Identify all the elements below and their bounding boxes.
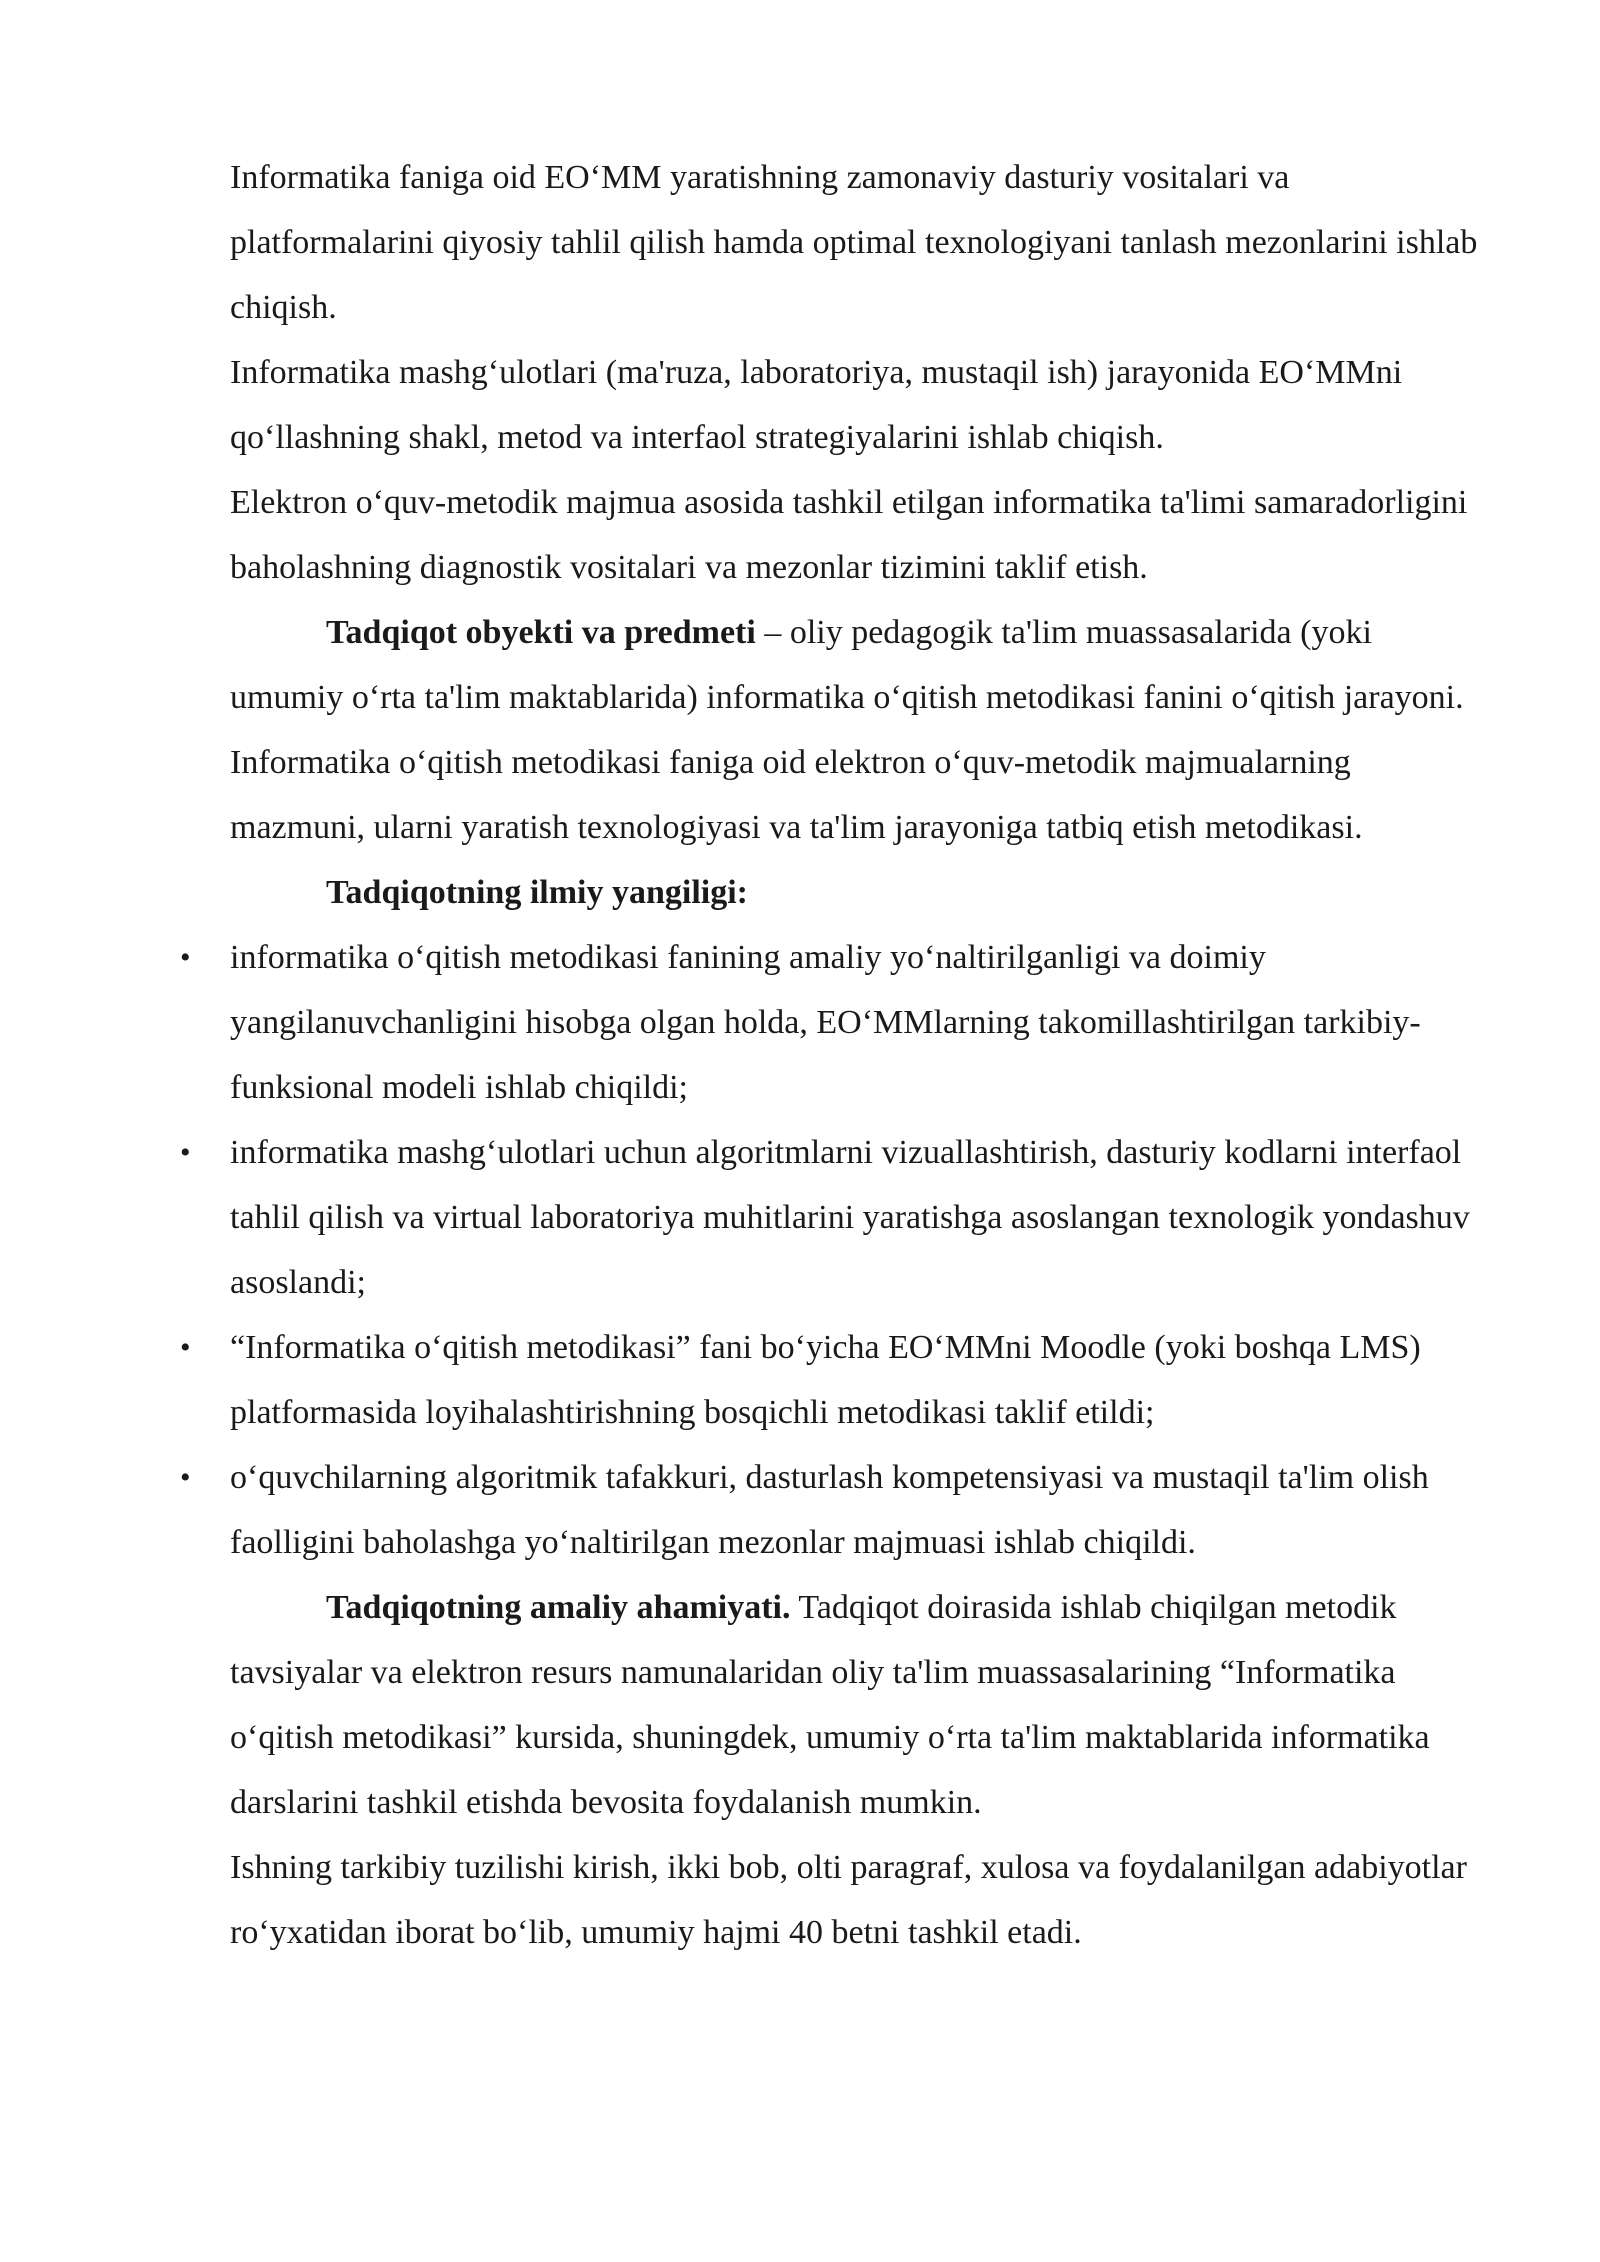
object-heading: Tadqiqot obyekti va predmeti (326, 614, 756, 651)
novelty-item-text: o‘quvchilarning algoritmik tafakkuri, dasturlash kompetensiyasi va mustaqil ta'lim olish faolligini baholashga yo‘naltirilgan mezonlar majmuasi ishlab chiqildi. (230, 1459, 1429, 1561)
novelty-item (180, 1315, 1490, 1445)
structure-paragraph: Ishning tarkibiy tuzilishi kirish, ikki bob, olti paragraf, xulosa va foydalanilgan adabiyotlar ro‘yxatidan iborat bo‘lib, umumiy hajmi 40 betni tashkil etadi. (230, 1849, 1467, 1951)
subject-paragraph: Informatika o‘qitish metodikasi faniga oid elektron o‘quv-metodik majmualarning mazmuni, ularni yaratish texnologiyasi va ta'lim jarayoniga tatbiq etish metodikasi. (230, 744, 1363, 846)
practical-text: Tadqiqot doirasida ishlab chiqilgan metodik tavsiyalar va elektron resurs namunalaridan oliy ta'lim muassasalarining “Informatika o‘qitish metodikasi” kursida, shuningdek, umumiy o‘rta ta'lim maktablarida informatika darslarini tashkil etishda bevosita foydalanish mumkin. (230, 1589, 1430, 1821)
practical-heading: Tadqiqotning amaliy ahamiyati. (326, 1589, 791, 1626)
novelty-heading: Tadqiqotning ilmiy yangiligi: (326, 874, 748, 911)
bullet-icon: • (180, 1136, 191, 1169)
paragraph-diagnostic-tools: Elektron o‘quv-metodik majmua asosida tashkil etilgan informatika ta'limi samaradorligini baholashning diagnostik vositalari va mezonlar tizimini taklif etish. (230, 484, 1468, 586)
paragraph-teaching-strategies: Informatika mashg‘ulotlari (ma'ruza, laboratoriya, mustaqil ish) jarayonida EO‘MMni qo‘llashning shakl, metod va interfaol strategiyalarini ishlab chiqish. (230, 354, 1403, 456)
bullet-icon: • (180, 1331, 191, 1364)
document-page (180, 145, 1490, 1965)
paragraph-platform-analysis: Informatika faniga oid EO‘MM yaratishning zamonaviy dasturiy vositalari va platformalarini qiyosiy tahlil qilish hamda optimal texnologiyani tanlash mezonlarini ishlab chiqish. (230, 159, 1478, 326)
object-text: – oliy pedagogik ta'lim muassasalarida (yoki umumiy o‘rta ta'lim maktablarida) informatika o‘qitish metodikasi fanini o‘qitish jarayoni. (230, 614, 1464, 716)
novelty-item-text: “Informatika o‘qitish metodikasi” fani bo‘yicha EO‘MMni Moodle (yoki boshqa LMS) platformasida loyihalashtirishning bosqichli metodikasi taklif etildi; (230, 1329, 1421, 1431)
novelty-item-text: informatika o‘qitish metodikasi fanining amaliy yo‘naltirilganligi va doimiy yangilanuvchanligini hisobga olgan holda, EO‘MMlarning takomillashtirilgan tarkibiy-funksional modeli ishlab chiqildi; (230, 939, 1421, 1106)
practical-section (230, 1575, 1490, 1835)
novelty-item-text: informatika mashg‘ulotlari uchun algoritmlarni vizuallashtirish, dasturiy kodlarni interfaol tahlil qilish va virtual laboratoriya muhitlarini yaratishga asoslangan texnologik yondashuv asoslandi; (230, 1134, 1470, 1301)
novelty-item (180, 1445, 1490, 1575)
novelty-item (180, 1120, 1490, 1315)
object-section (230, 600, 1490, 730)
bullet-icon: • (180, 1461, 191, 1494)
novelty-item (180, 925, 1490, 1120)
novelty-list (180, 925, 1490, 1575)
bullet-icon: • (180, 941, 191, 974)
